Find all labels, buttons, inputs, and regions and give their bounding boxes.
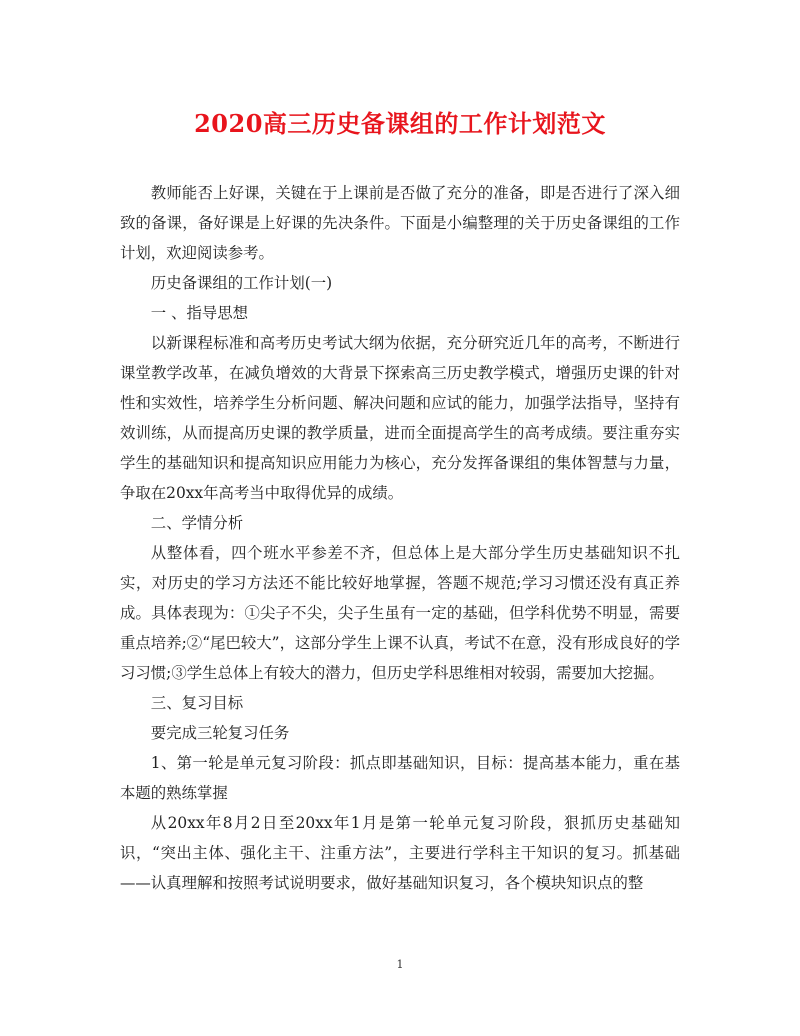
review-rounds-line: 要完成三轮复习任务 (150, 724, 290, 742)
document-body (120, 178, 680, 898)
heading-review-goals: 三、复习目标 (150, 694, 244, 712)
first-round-detail-paragraph: 从20xx年8月2日至20xx年1月是第一轮单元复习阶段，狠抓历史基础知识，“突出主体、强化主干、注重方法”，主要进行学科主干知识的复习。抓基础——认真理解和按照考试说明要求，做好基础知识复习，各个模块知识点的整 (120, 814, 680, 892)
guiding-ideology-paragraph: 以新课程标准和高考历史考试大纲为依据，充分研究近几年的高考，不断进行课堂教学改革，在减负增效的大背景下探索高三历史教学模式，增强历史课的针对性和实效性，培养学生分析问题、解决问题和应试的能力，加强学法指导，坚持有效训练，从而提高历史课的教学质量，进而全面提高学生的高考成绩。要注重夯实学生的基础知识和提高知识应用能力为核心，充分发挥备课组的集体智慧与力量，争取在20xx年高考当中取得优异的成绩。 (120, 334, 680, 502)
first-round-paragraph: 1、第一轮是单元复习阶段：抓点即基础知识，目标：提高基本能力，重在基本题的熟练掌握 (120, 754, 680, 802)
heading-student-analysis: 二、学情分析 (150, 514, 244, 532)
heading-guiding-ideology: 一 、指导思想 (150, 304, 249, 322)
page-number: 1 (396, 958, 404, 971)
student-analysis-paragraph: 从整体看，四个班水平参差不齐，但总体上是大部分学生历史基础知识不扎实，对历史的学习方法还不能比较好地掌握，答题不规范;学习习惯还没有真正养成。具体表现为：①尖子不尖，尖子生虽有一定的基础，但学科优势不明显，需要重点培养;②“尾巴较大”，这部分学生上课不认真，考试不在意，没有形成良好的学习习惯;③学生总体上有较大的潜力，但历史学科思维相对较弱，需要加大挖掘。 (120, 544, 680, 682)
intro-paragraph: 教师能否上好课，关键在于上课前是否做了充分的准备，即是否进行了深入细致的备课，备好课是上好课的先决条件。下面是小编整理的关于历史备课组的工作计划，欢迎阅读参考。 (120, 184, 680, 262)
document-title: 2020高三历史备课组的工作计划范文 (194, 109, 606, 138)
section-title-plan-one: 历史备课组的工作计划(一) (150, 274, 333, 292)
